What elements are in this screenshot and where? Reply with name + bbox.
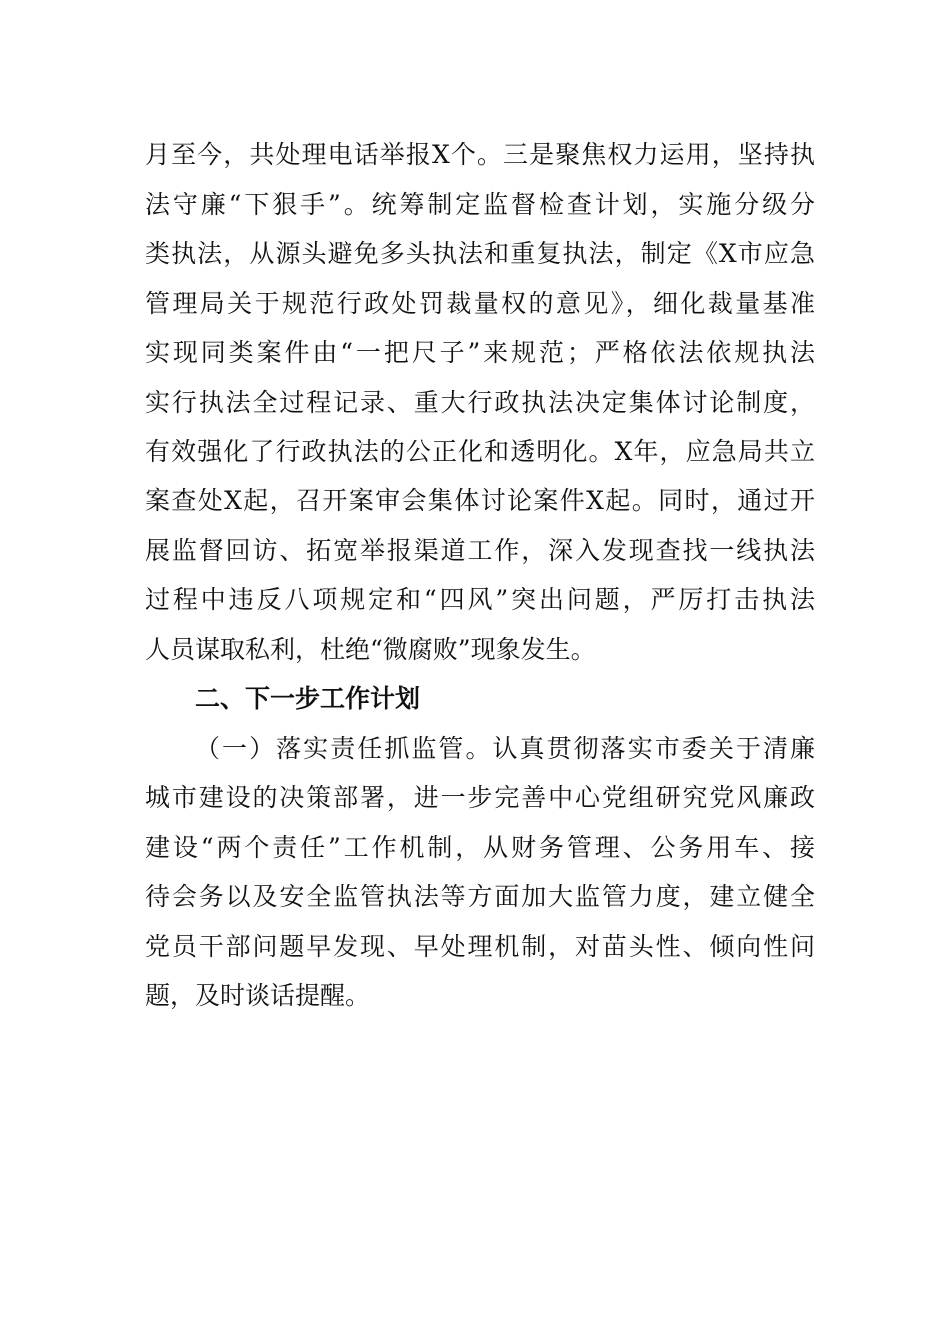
text-line: 待会务以及安全监管执法等方面加大监管力度，建立健全 — [145, 882, 815, 911]
text-line: 管理局关于规范行政处罚裁量权的意见》，细化裁量基准 — [145, 289, 815, 318]
text-line: 城市建设的决策部署，进一步完善中心党组研究党风廉政 — [145, 783, 815, 812]
text-line: 展监督回访、拓宽举报渠道工作，深入发现查找一线执法 — [145, 536, 815, 565]
text-line: 月至今，共处理电话举报X个。三是聚焦权力运用，坚持执 — [145, 140, 815, 169]
section-heading: 二、下一步工作计划 — [195, 684, 421, 713]
text-line: 类执法，从源头避免多头执法和重复执法，制定《X市应急 — [145, 239, 815, 268]
text-line: 实行执法全过程记录、重大行政执法决定集体讨论制度， — [145, 388, 815, 417]
text-line: 过程中违反八项规定和“四风”突出问题，严厉打击执法 — [145, 585, 815, 614]
text-line: 题，及时谈话提醒。 — [145, 981, 371, 1010]
text-line: 党员干部问题早发现、早处理机制，对苗头性、倾向性问 — [145, 932, 815, 961]
text-line: 建设“两个责任”工作机制，从财务管理、公务用车、接 — [145, 833, 815, 862]
text-line: 法守廉“下狠手”。统筹制定监督检查计划，实施分级分 — [145, 190, 815, 219]
text-line: 案查处X起，召开案审会集体讨论案件X起。同时，通过开 — [145, 486, 815, 515]
text-line: 有效强化了行政执法的公正化和透明化。X年，应急局共立 — [145, 437, 815, 466]
text-line: 人员谋取私利，杜绝“微腐败”现象发生。 — [145, 635, 596, 664]
text-line: 实现同类案件由“一把尺子”来规范；严格依法依规执法 — [145, 338, 815, 367]
text-line: （一）落实责任抓监管。认真贯彻落实市委关于清廉 — [195, 734, 815, 763]
